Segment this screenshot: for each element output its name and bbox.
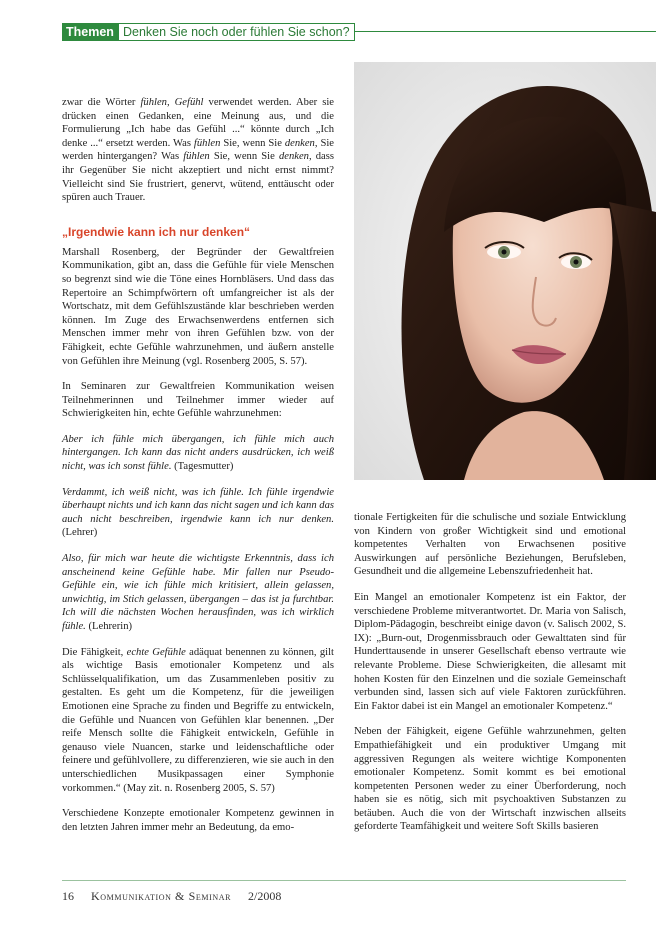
section-heading: „Irgendwie kann ich nur denken“ [62, 224, 251, 239]
right-column [354, 511, 626, 846]
left-column [62, 96, 334, 846]
page-number: 16 [62, 889, 74, 903]
paragraph-intro: zwar die Wörter fühlen, Gefühl verwendet werden. Aber sie drücken einen Gedanken, eine Meinung aus, und die Formulierung „Ich habe das Gefühl ...“ könnte durch „Ich denke ...“ ersetzt werden. Was fühlen Sie, wenn Sie denken, Sie werden hintergangen? Was fühlen Sie, wenn Sie denken, dass ihr Gegenüber Sie nicht akzeptiert und nicht ernst nimmt? Vielleicht sind Sie frustriert, genervt, wütend, enttäuscht oder spüren auch Trauer. [62, 97, 335, 204]
paragraph-mangel: Ein Mangel an emotionaler Kompetenz ist ein Faktor, der verschiedene Probleme mitverantwortet. Dr. Maria von Salisch, Diplom-Pädagogin, beschreibt einige davon (v. Salisch 2002, S. IX): „Burn-out, Drogenmissbrauch oder Gewalttaten sind für Hunderttausende in unserer Gesellschaft ebenso vertraute wie relevante Probleme. Diese Schwierigkeiten, die allesamt mit hohen Kosten für den Einzelnen und die soziale Gemeinschaft verbunden sind, lassen sich auf viele Faktoren zurückführen. Ein Faktor dabei ist ein Mangel an emotionaler Kompetenz.“ [354, 591, 626, 712]
article-title: Denken Sie noch oder fühlen Sie schon? [118, 23, 355, 41]
page-footer [62, 889, 281, 904]
quote-lehrer: Verdammt, ich weiß nicht, was ich fühle. Ich fühle irgendwie überhaupt nichts und ich kann das nicht sagen und ich kann das auch nicht beschreiben, irgendwie kann ich nur denken. (Lehrer) [62, 486, 334, 539]
magazine-name: Kommunikation & Seminar [91, 889, 232, 903]
footer-rule [62, 880, 626, 881]
quote-tagesmutter: Aber ich fühle mich übergangen, ich fühle mich auch hintergangen. Ich kann das nicht anders ausdrücken, ich weiß nicht, was ich sonst fühle. (Tagesmutter) [62, 433, 334, 473]
page-header [62, 23, 656, 41]
paragraph-konzepte: Verschiedene Konzepte emotionaler Kompetenz gewinnen in den letzten Jahren immer mehr an Bedeutung, da emo- [62, 808, 334, 833]
paragraph-rosenberg: Marshall Rosenberg, der Begründer der Gewaltfreien Kommunikation, gibt an, dass die Gefühle für viele Menschen so begrenzt sind wie die Töne eines Hornbläsers. Und dass das Repertoire an Schimpfwörtern oft umfangreicher ist als der Wortschatz, mit dem Gefühlszustände klar beschrieben werden können. Im Zuge des Erwachsenwerdens entfernen sich Menschen immer mehr von ihren Gefühlen bzw. von der Fähigkeit, echte Gefühle wahrzunehmen, und äußern anstelle von Gefühlen ihre Meinung (vgl. Rosenberg 2005, S. 57). [62, 246, 334, 367]
paragraph-fertigkeiten: tionale Fertigkeiten für die schulische und soziale Entwicklung von Kindern von großer Wichtigkeit sind und emotional kompetentes Verhalten von Erwachsenen positive Auswirkungen auf persönliche Beziehungen, Berufsleben, Gesundheit und die allgemeine Lebenszufriedenheit hat. [354, 512, 626, 578]
portrait-photo [354, 62, 656, 480]
paragraph-empathie: Neben der Fähigkeit, eigene Gefühle wahrzunehmen, gelten Empathiefähigkeit und ein produktiver Umgang mit aggressiven Regungen als weitere wichtige Komponenten emotionaler Kompetenz. Somit kommt es bei emotional kompetenten Personen weder zu einer Überforderung, noch haben sie es nötig, sich mit psychoaktiven Substanzen zu betäuben. Auch die von der Wirtschaft inzwischen allseits geforderte Teamfähigkeit und weitere Soft Skills basieren [354, 726, 626, 833]
paragraph-seminars: In Seminaren zur Gewaltfreien Kommunikation weisen Teilnehmerinnen und Teilnehmer immer wieder auf Schwierigkeiten hin, echte Gefühle wahrzunehmen: [62, 381, 334, 420]
section-tag: Themen [62, 23, 118, 41]
paragraph-faehigkeit: Die Fähigkeit, echte Gefühle adäquat benennen zu können, gilt als wichtige Basis emotionaler Kompetenz und als Schlüsselqualifikation, um das Zusammenleben positiv zu gestalten. Es geht um die Kompetenz, für die jeweiligen Emotionen eine Sprache zu finden und Begriffe zu entwickeln, die Gefühle und Nuancen von Gefühlen klar benennen. „Der reife Mensch sollte die Fähigkeit entwickeln, Gefühle in genauso viele Nuancen, starke und leidenschaftliche oder feinere und gefühlvollere, zu differenzieren, wie sie auch in den unterschiedlichen Musikpassagen einer Symphonie vorkommen.“ (May zit. n. Rosenberg 2005, S. 57) [62, 646, 334, 794]
quote-lehrerin: Also, für mich war heute die wichtigste Erkenntnis, dass ich anscheinend keine Gefühle habe. Mir fallen nur Pseudo-Gefühle ein, wie ich fühle mich kritisiert, allein gelassen, unwichtig, im Stich gelassen, übergangen – das ist ja furchtbar. Ich will die nächsten Wochen herausfinden, was ich wirklich fühle. (Lehrerin) [62, 553, 334, 632]
issue-number: 2/2008 [248, 889, 282, 903]
